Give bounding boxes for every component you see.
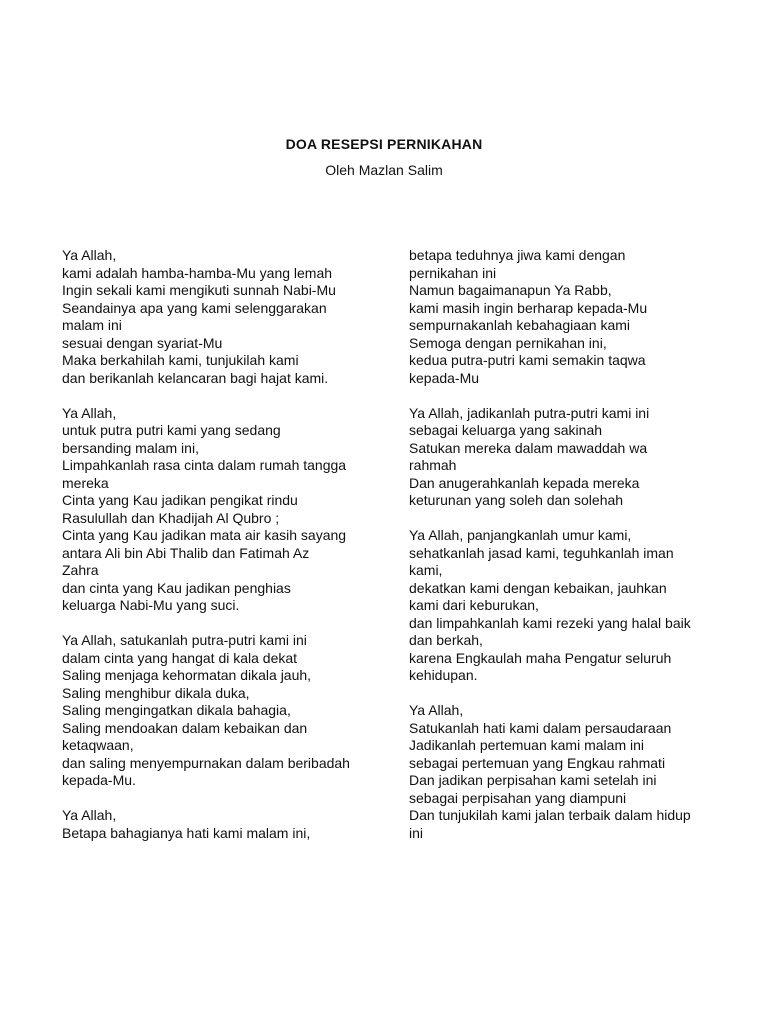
text-line: dan berkah,	[409, 632, 483, 648]
text-line: Namun bagaimanapun Ya Rabb,	[409, 282, 612, 298]
text-line: bersanding malam ini,	[62, 439, 199, 456]
text-line: Saling mendoakan dalam kebaikan dan	[62, 719, 308, 736]
text-line: Ingin sekali kami mengikuti sunnah Nabi-Mu	[62, 282, 336, 298]
text-line: dan limpahkanlah kami rezeki yang halal baik	[409, 614, 691, 631]
text-line: Satukanlah hati kami dalam persaudaraan	[409, 719, 672, 736]
text-line: rahmah	[409, 457, 457, 473]
text-line: Satukan mereka dalam mawaddah wa	[409, 439, 648, 456]
text-line: Dan tunjukilah kami jalan terbaik dalam hidup	[409, 807, 691, 823]
text-line: mereka	[62, 474, 109, 491]
stanza	[409, 247, 729, 387]
text-line: pernikahan ini	[409, 264, 497, 281]
text-line: ketaqwaan,	[62, 737, 134, 753]
text-line: Zahra	[62, 562, 99, 578]
stanza	[62, 247, 382, 387]
text-line: malam ini	[62, 317, 122, 333]
text-line: kepada-Mu.	[62, 772, 136, 788]
stanza	[62, 405, 382, 615]
document-author: Oleh Mazlan Salim	[325, 162, 443, 178]
text-line: kedua putra-putri kami semakin taqwa	[409, 352, 646, 368]
text-line: betapa teduhnya jiwa kami dengan	[409, 247, 626, 263]
text-line: Ya Allah,	[409, 702, 464, 718]
text-line: sebagai keluarga yang sakinah	[409, 422, 603, 438]
text-line: keturunan yang soleh dan solehah	[409, 492, 624, 508]
text-line: Saling mengingatkan dikala bahagia,	[62, 702, 291, 718]
text-line: Semoga dengan pernikahan ini,	[409, 334, 607, 351]
text-line: Ya Allah, panjangkanlah umur kami,	[409, 527, 632, 543]
text-line: untuk putra putri kami yang sedang	[62, 422, 281, 438]
text-line: Maka berkahilah kami, tunjukilah kami	[62, 352, 299, 368]
text-line: karena Engkaulah maha Pengatur seluruh	[409, 649, 672, 666]
stanza	[409, 702, 729, 842]
text-line: Dan anugerahkanlah kepada mereka	[409, 474, 640, 491]
text-line: dan cinta yang Kau jadikan penghias	[62, 579, 291, 596]
text-line: sesuai dengan syariat-Mu	[62, 334, 223, 351]
stanza	[409, 527, 729, 685]
text-line: sebagai pertemuan yang Engkau rahmati	[409, 754, 666, 771]
right-column	[409, 247, 729, 860]
text-line: sehatkanlah jasad kami, teguhkanlah iman	[409, 544, 674, 561]
text-line: Betapa bahagianya hati kami malam ini,	[62, 824, 311, 841]
text-line: kehidupan.	[409, 667, 478, 683]
text-line: Jadikanlah pertemuan kami malam ini	[409, 737, 644, 753]
text-line: Rasulullah dan Khadijah Al Qubro ;	[62, 509, 280, 526]
text-line: Saling menghibur dikala duka,	[62, 684, 250, 701]
stanza	[62, 807, 382, 842]
text-line: dekatkan kami dengan kebaikan, jauhkan	[409, 579, 667, 596]
text-line: kami,	[409, 562, 443, 578]
text-line: Ya Allah,	[62, 247, 117, 263]
text-line: dan saling menyempurnakan dalam beribadah	[62, 754, 350, 771]
text-line: Seandainya apa yang kami selenggarakan	[62, 299, 327, 316]
text-line: Limpahkanlah rasa cinta dalam rumah tangga	[62, 457, 347, 473]
text-line: Cinta yang Kau jadikan pengikat rindu	[62, 492, 298, 508]
text-line: dalam cinta yang hangat di kala dekat	[62, 649, 298, 666]
left-column	[62, 247, 382, 860]
text-line: sebagai perpisahan yang diampuni	[409, 789, 627, 806]
text-line: keluarga Nabi-Mu yang suci.	[62, 597, 240, 613]
text-line: kami dari keburukan,	[409, 597, 539, 613]
text-line: Ya Allah, jadikanlah putra-putri kami ini	[409, 404, 650, 421]
text-line: kami adalah hamba-hamba-Mu yang lemah	[62, 264, 333, 281]
text-line: ini	[409, 824, 424, 841]
text-line: Cinta yang Kau jadikan mata air kasih sayang	[62, 527, 347, 543]
text-line: Ya Allah,	[62, 404, 117, 421]
document-title: DOA RESEPSI PERNIKAHAN	[285, 136, 483, 152]
text-line: antara Ali bin Abi Thalib dan Fatimah Az	[62, 544, 310, 561]
text-line: Ya Allah, satukanlah putra-putri kami ini	[62, 632, 307, 648]
text-line: Ya Allah,	[62, 807, 117, 823]
text-line: dan berikanlah kelancaran bagi hajat kami.	[62, 369, 329, 386]
text-line: sempurnakanlah kebahagiaan kami	[409, 317, 631, 333]
stanza	[62, 632, 382, 790]
text-line: Saling menjaga kehormatan dikala jauh,	[62, 667, 312, 683]
text-line: kepada-Mu	[409, 369, 480, 386]
text-line: Dan jadikan perpisahan kami setelah ini	[409, 772, 657, 788]
text-line: kami masih ingin berharap kepada-Mu	[409, 299, 648, 316]
stanza	[409, 405, 729, 510]
